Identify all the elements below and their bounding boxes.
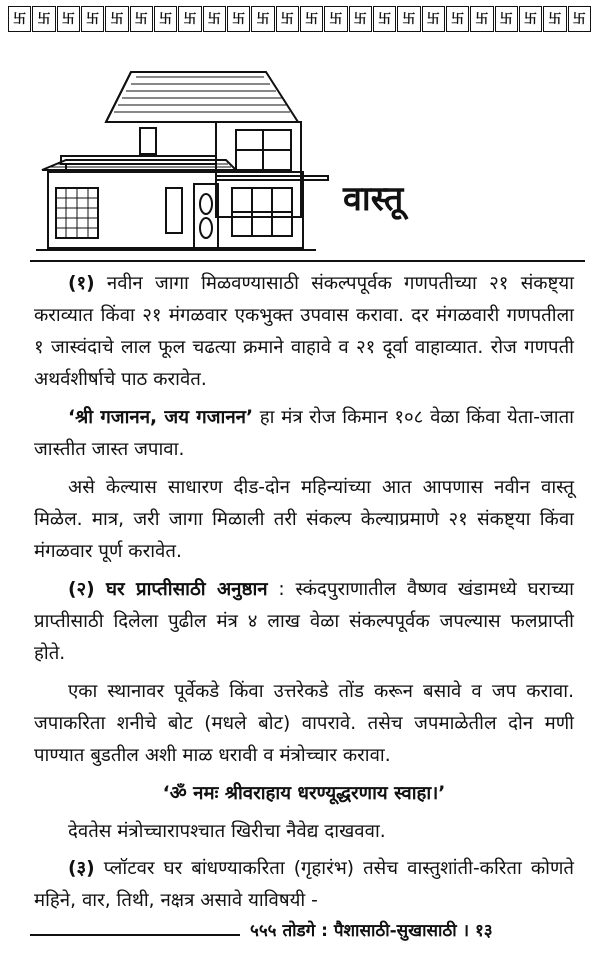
border-motif-icon: 卐 <box>519 6 542 32</box>
paragraph-3 <box>34 472 574 568</box>
paragraph-3-text: असे केल्यास साधारण दीड-दोन महिन्यांच्या आत आपणास नवीन वास्तू मिळेल. मात्र, जरी जागा मिळाली तरी संकल्प केल्याप्रमाणे २१ संकष्ट्या किंवा मंगळवार पूर्ण करावेत. <box>34 476 574 562</box>
border-motif-icon: 卐 <box>178 6 201 32</box>
border-motif-icon: 卐 <box>422 6 445 32</box>
body-text <box>34 268 574 923</box>
border-motif-icon: 卐 <box>8 6 31 32</box>
varaha-mantra: ‘ॐ नमः श्रीवराहाय धरण्यूद्धरणाय स्वाहा।’ <box>162 782 446 804</box>
house-illustration <box>36 60 336 260</box>
border-motif-icon: 卐 <box>300 6 323 32</box>
section-2-heading: (२) घर प्राप्तीसाठी अनुष्ठान <box>68 578 268 600</box>
border-motif-icon: 卐 <box>227 6 250 32</box>
paragraph-1-text: नवीन जागा मिळवण्यासाठी संकल्पपूर्वक गणपतीच्या २१ संकष्ट्या कराव्यात किंवा २१ मंगळवार एकभुक्त उपवास करावा. दर मंगळवारी गणपतीला १ जास्वंदाचे लाल फूल चढत्या क्रमाने वाहावे व २१ दूर्वा वाहाव्यात. रोज गणपती अथर्वशीर्षाचे पाठ करावेत. <box>34 273 574 390</box>
border-motif-icon: 卐 <box>32 6 55 32</box>
section-3-text: प्लॉटवर घर बांधण्याकरिता (गृहारंभ) तसेच वास्तुशांती-करिता कोणते महिने, वार, तिथी, नक्षत्र असावे याविषयी - <box>34 858 574 912</box>
border-motif-icon: 卐 <box>57 6 80 32</box>
border-motif-icon: 卐 <box>568 6 591 32</box>
border-motif-icon: 卐 <box>324 6 347 32</box>
border-motif-icon: 卐 <box>251 6 274 32</box>
paragraph-5 <box>34 676 574 772</box>
footer-rule <box>30 934 240 936</box>
paragraph-2 <box>34 402 574 466</box>
paragraph-section-3 <box>34 853 574 917</box>
house-drawing <box>36 60 336 260</box>
divider <box>30 260 585 262</box>
border-motif-icon: 卐 <box>349 6 372 32</box>
border-motif-icon: 卐 <box>154 6 177 32</box>
footer-text: ५५५ तोडगे : पैशासाठी-सुखासाठी । १३ <box>250 921 493 941</box>
paragraph-4-text: : स्कंदपुराणातील वैष्णव खंडामध्ये घराच्या प्राप्तीसाठी दिलेला पुढील मंत्र ४ लाख वेळा संकल्पपूर्वक जपल्यास फलप्राप्ती होते. <box>34 578 574 664</box>
border-motif-icon: 卐 <box>276 6 299 32</box>
border-motif-icon: 卐 <box>470 6 493 32</box>
paragraph-5-text: एका स्थानावर पूर्वेकडे किंवा उत्तरेकडे तोंड करून बसावे व जप करावा. जपाकरिता शनीचे बोट (मधले बोट) वापरावे. तसेच जपमाळेतील दोन मणी पाण्यात बुडतील अशी माळ धरावी व मंत्रोच्चार करावा. <box>34 680 574 766</box>
top-border <box>8 6 592 32</box>
border-motif-icon: 卐 <box>203 6 226 32</box>
border-motif-icon: 卐 <box>130 6 153 32</box>
mantra-gajanan: ‘श्री गजानन, जय गजानन’ <box>68 406 254 428</box>
page-title: वास्तू <box>343 179 404 219</box>
border-motif-icon: 卐 <box>81 6 104 32</box>
border-motif-icon: 卐 <box>397 6 420 32</box>
border-motif-icon: 卐 <box>446 6 469 32</box>
border-motif-icon: 卐 <box>373 6 396 32</box>
paragraph-2-text: हा मंत्र रोज किमान १०८ वेळा किंवा येता-जाता जास्तीत जास्त जपावा. <box>34 406 574 460</box>
border-motif-icon: 卐 <box>495 6 518 32</box>
border-motif-icon: 卐 <box>543 6 566 32</box>
paragraph-1 <box>34 268 574 396</box>
border-motif-icon: 卐 <box>105 6 128 32</box>
paragraph-4 <box>34 574 574 670</box>
paragraph-1-number: (१) <box>68 273 95 294</box>
section-3-number: (३) <box>68 858 95 880</box>
after-mantra-line: देवतेस मंत्रोच्चारापश्चात खिरीचा नैवेद्य दाखववा. <box>68 820 386 842</box>
